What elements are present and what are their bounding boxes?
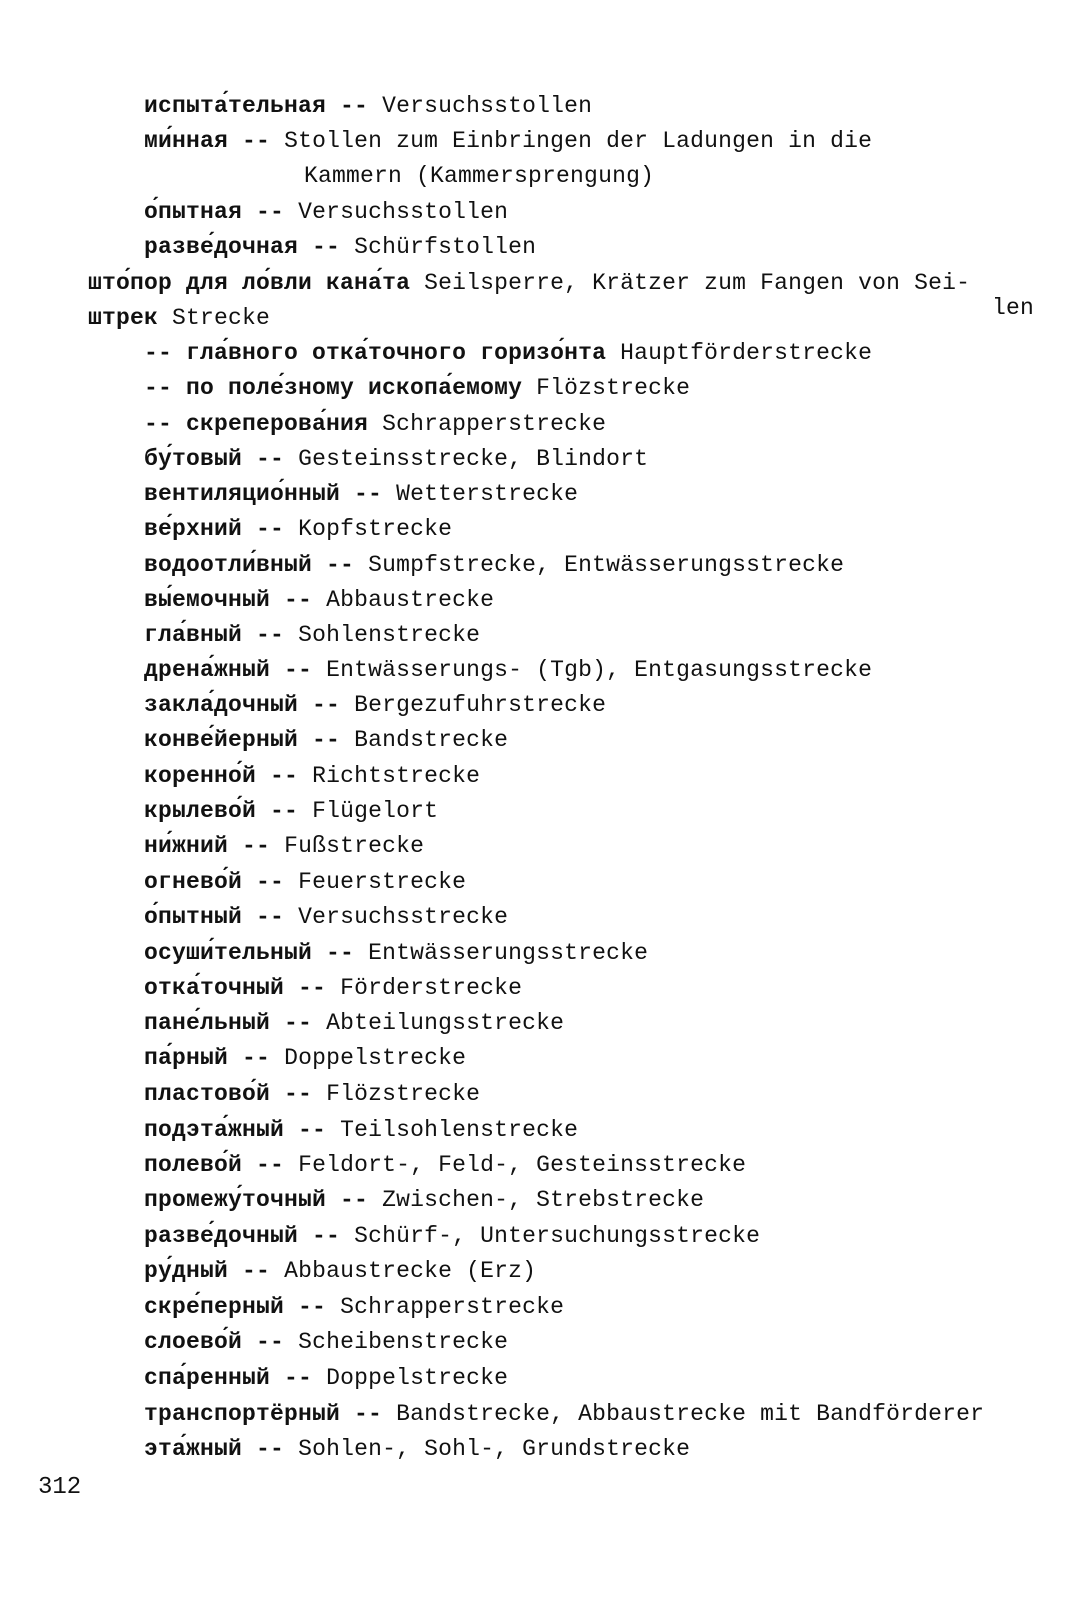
russian-term: -- по поле́зному ископа́емому <box>144 375 523 401</box>
russian-term: подэта́жный -- <box>144 1117 327 1143</box>
german-translation: Versuchsstollen <box>382 93 593 119</box>
german-translation: Feuerstrecke <box>298 869 467 895</box>
russian-term: скре́перный -- <box>144 1294 327 1320</box>
german-translation: Wetterstrecke <box>396 481 579 507</box>
german-translation: Strecke <box>172 305 271 331</box>
german-translation: Entwässerungs- (Tgb), Entgasungsstrecke <box>326 657 873 683</box>
russian-term: спа́ренный -- <box>144 1365 313 1391</box>
russian-term: штрек <box>88 305 159 331</box>
german-translation: Scheibenstrecke <box>298 1329 509 1355</box>
russian-term: што́пор для ло́вли кана́та <box>88 270 411 296</box>
entry-line <box>88 1407 690 1491</box>
russian-term: о́пытная -- <box>144 199 285 225</box>
german-translation: Entwässerungsstrecke <box>368 940 649 966</box>
russian-term: -- гла́вного отка́точного горизо́нта <box>144 340 607 366</box>
russian-term: испыта́тельная -- <box>144 93 369 119</box>
russian-term: слоево́й -- <box>144 1329 285 1355</box>
german-translation: Sohlen-, Sohl-, Grundstrecke <box>298 1436 691 1462</box>
german-translation: Bandstrecke <box>354 727 509 753</box>
russian-term: пластово́й -- <box>144 1081 313 1107</box>
german-translation: Schrapperstrecke <box>340 1294 565 1320</box>
russian-term: гла́вный -- <box>144 622 285 648</box>
german-translation: Sumpfstrecke, Entwässerungsstrecke <box>368 552 845 578</box>
german-translation: Flözstrecke <box>536 375 691 401</box>
russian-term: конве́йерный -- <box>144 727 341 753</box>
german-translation: Schürfstollen <box>354 234 537 260</box>
russian-term: крылево́й -- <box>144 798 299 824</box>
russian-term: па́рный -- <box>144 1045 271 1071</box>
russian-term: эта́жный -- <box>144 1436 285 1462</box>
german-translation: Doppelstrecke <box>326 1365 509 1391</box>
russian-term: полево́й -- <box>144 1152 285 1178</box>
russian-term: водоотли́вный -- <box>144 552 355 578</box>
russian-term: отка́точный -- <box>144 975 327 1001</box>
german-translation: Schrapperstrecke <box>382 411 607 437</box>
german-translation: Kammern (Kammersprengung) <box>304 163 655 189</box>
german-translation: Flözstrecke <box>326 1081 481 1107</box>
german-translation: Kopfstrecke <box>298 516 453 542</box>
german-translation: Seilsperre, Krätzer zum Fangen von Sei- <box>424 270 971 296</box>
russian-term: ни́жний -- <box>144 833 271 859</box>
russian-term: -- скреперова́ния <box>144 411 369 437</box>
german-translation: Abbaustrecke <box>326 587 495 613</box>
russian-term: пане́льный -- <box>144 1010 313 1036</box>
russian-term: вентиляцио́нный -- <box>144 481 383 507</box>
russian-term: вы́емочный -- <box>144 587 313 613</box>
german-translation: Schürf-, Untersuchungsstrecke <box>354 1223 761 1249</box>
russian-term: ми́нная -- <box>144 128 271 154</box>
russian-term: разве́дочный -- <box>144 1223 341 1249</box>
german-translation: Richtstrecke <box>312 763 481 789</box>
russian-term: огнево́й -- <box>144 869 285 895</box>
german-translation: Bandstrecke, Abbaustrecke mit Bandförderer <box>396 1401 985 1427</box>
german-translation: Zwischen-, Strebstrecke <box>382 1187 705 1213</box>
german-translation: Versuchsstrecke <box>298 904 509 930</box>
entry-continuation-line <box>936 266 1034 350</box>
russian-term: коренно́й -- <box>144 763 299 789</box>
russian-term: промежу́точный -- <box>144 1187 369 1213</box>
german-translation: Hauptförderstrecke <box>620 340 873 366</box>
russian-term: осуши́тельный -- <box>144 940 355 966</box>
german-translation: Fußstrecke <box>284 833 425 859</box>
russian-term: разве́дочная -- <box>144 234 341 260</box>
german-translation: Abbaustrecke (Erz) <box>284 1258 537 1284</box>
russian-term: транспортёрный -- <box>144 1401 383 1427</box>
german-translation: Gesteinsstrecke, Blindort <box>298 446 649 472</box>
russian-term: дрена́жный -- <box>144 657 313 683</box>
german-translation: Stollen zum Einbringen der Ladungen in die <box>284 128 873 154</box>
german-translation: Bergezufuhrstrecke <box>354 692 607 718</box>
german-translation: Feldort-, Feld-, Gesteinsstrecke <box>298 1152 747 1178</box>
german-translation: Förderstrecke <box>340 975 523 1001</box>
russian-term: закла́дочный -- <box>144 692 341 718</box>
german-translation: len <box>992 295 1035 321</box>
german-translation: Sohlenstrecke <box>298 622 481 648</box>
russian-term: о́пытный -- <box>144 904 285 930</box>
german-translation: Doppelstrecke <box>284 1045 467 1071</box>
russian-term: бу́товый -- <box>144 446 285 472</box>
german-translation: Flügelort <box>312 798 439 824</box>
german-translation: Abteilungsstrecke <box>326 1010 565 1036</box>
german-translation: Teilsohlenstrecke <box>340 1117 579 1143</box>
page-number: 312 <box>38 1474 82 1501</box>
russian-term: ру́дный -- <box>144 1258 271 1284</box>
russian-term: ве́рхний -- <box>144 516 285 542</box>
german-translation: Versuchsstollen <box>298 199 509 225</box>
